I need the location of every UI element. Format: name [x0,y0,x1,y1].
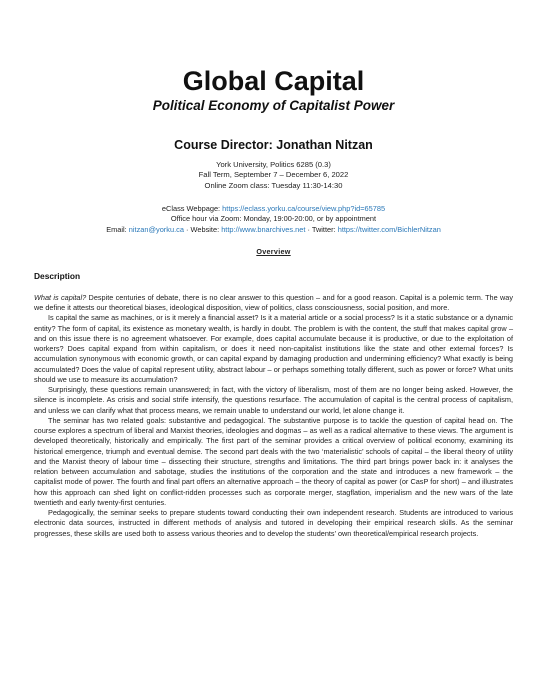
website-label: · Website: [183,224,222,234]
paragraph [34,293,513,314]
course-info-line: Fall Term, September 7 – December 6, 2022 [198,170,349,180]
eclass-label: eClass Webpage: [161,204,223,214]
overview-heading: Overview [256,246,291,256]
email-label: Email: [106,224,129,234]
course-info-line: Online Zoom class: Tuesday 11:30-14:30 [204,180,343,190]
website-link[interactable]: http://www.bnarchives.net [221,224,306,234]
paragraph: The seminar has two related goals: substantive and pedagogical. The substantive purpose is to tackle the question of capital head on. The course explores a spectrum of liberal and Marxist theories, ideologies and dogmas – as well as a radical alternative to these views. The argument is developed theoretically, historically and empirically. The first part of the seminar provides a critical overview of political economy, examining its historical emergence, triumph and eventual demise. The second part deals with the two ‘materialistic’ schools of capital – the liberal theory of utility and the Marxist theory of labour time – dissecting their structure, strengths and limitations. The third part brings power back in: it analyses the relation between accumulation and sabotage, studies the institutions of the corporation and the state and introduces a new framework – the capitalist mode of power. The fourth and final part offers an alternative approach – the theory of capital as power (or CasP for short) – and illustrates how this approach can shed light on conflict-ridden processes such as corporate merger, stagflation, imperialism and the new wars of the late twentieth and early twenty-first centuries. [34,415,513,507]
twitter-label: · Twitter: [305,224,338,234]
description-heading: Description [34,270,81,281]
contact-line [34,225,513,235]
paragraph: Is capital the same as machines, or is it merely a financial asset? Is it a material article or a social process? Is it a static substance or a dynamic entity? The form of capital, its existence as monetary wealth, is hardly in doubt. The problem is with the content, the stuff that makes capital grow – and on this issue there is no agreement whatsoever. For example, does capital accumulate because it is productive, or due to the exploitation of workers? Does capital expand from within capitalism, or does it need non-capitalist institutions like the state and other external forces? Is accumulation synonymous with economic growth, or can capital expand by damaging production and undermining efficiency? What exactly is being accumulated? Does the value of capital represent utility, abstract labour – or perhaps something totally different, such as power or force? What units should we use to measure its accumulation? [34,313,513,384]
eclass-link[interactable]: https://eclass.yorku.ca/course/view.php?id=65785 [222,204,386,214]
paragraph: Surprisingly, these questions remain unanswered; in fact, with the victory of liberalism, most of them are no longer being asked. However, the silence is incomplete. As crisis and social strife intensify, the questions resurface. The accumulation of capital is the central process of capitalism, and unless we can clarify what that process means, we remain unable to understand our world, let alone change it. [34,385,513,415]
course-title: Global Capital [182,66,365,96]
course-info [34,160,513,191]
twitter-link[interactable]: https://twitter.com/BichlerNitzan [337,224,441,234]
paragraph: Pedagogically, the seminar seeks to prepare students toward conducting their own independent research. Students are introduced to various electronic data sources, instructed in different methods of analysis and tutored in developing their empirical research skills. As the seminar progresses, these skills are used both to assess various theories and to develop the students’ own theoretical/empirical research projects. [34,508,513,538]
paragraph-lead: What is capital? [34,292,87,302]
email-link[interactable]: nitzan@yorku.ca [128,224,184,234]
description-body [34,293,513,539]
course-info-line: York University, Politics 6285 (0.3) [216,160,331,169]
course-subtitle: Political Economy of Capitalist Power [152,98,395,113]
eclass-line [34,204,513,214]
course-director: Course Director: Jonathan Nitzan [174,138,373,152]
paragraph-text: Despite centuries of debate, there is no clear answer to this question – and for a good reason. Capital is a polemic term. The way we define it attests our theoretical biases, ideological disposition, view of politics, class consciousness, social position, and more. [34,292,513,313]
contact-links [34,204,513,235]
office-hour: Office hour via Zoom: Monday, 19:00-20:00, or by appointment [170,214,377,224]
